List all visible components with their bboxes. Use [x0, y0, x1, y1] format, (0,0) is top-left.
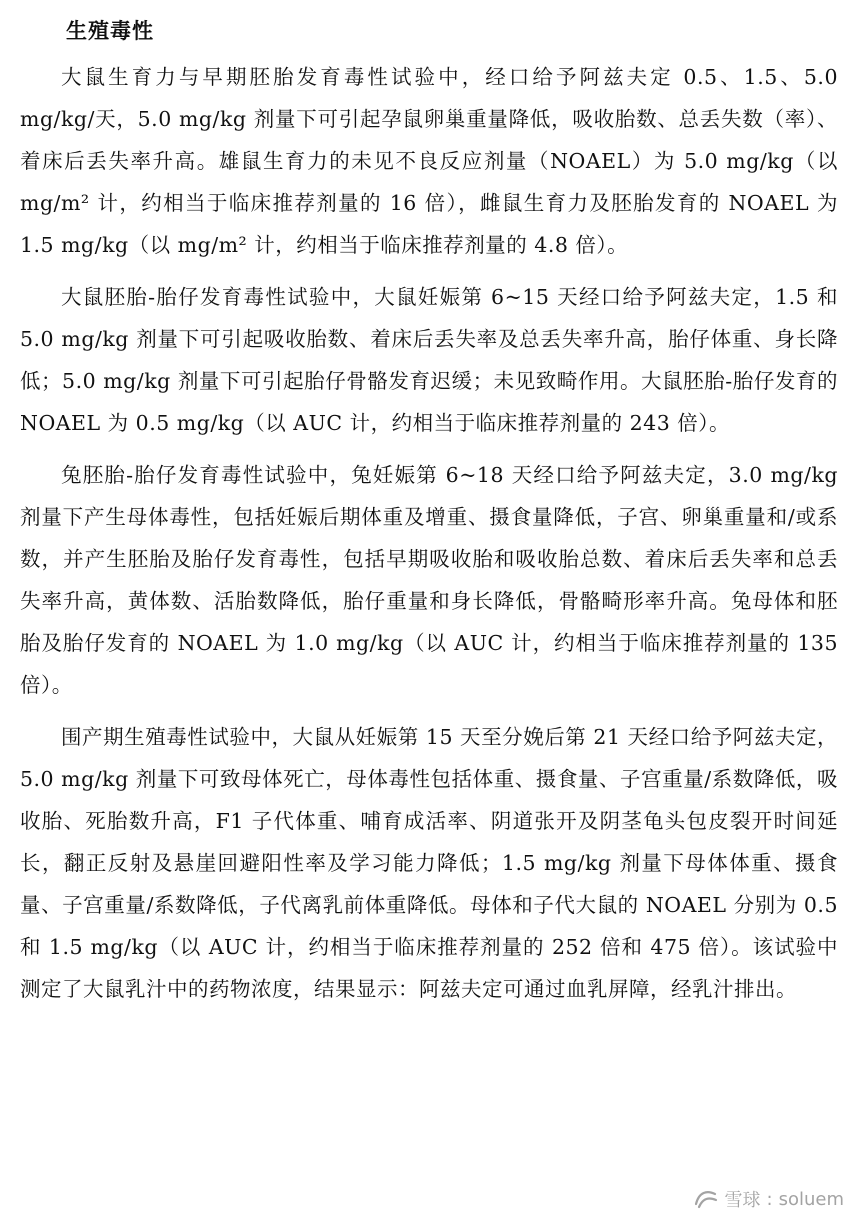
section-heading: 生殖毒性	[66, 19, 154, 43]
paragraph-rabbit-embryo-fetal: 兔胚胎-胎仔发育毒性试验中，兔妊娠第 6~18 天经口给予阿兹夫定，3.0 mg/kg 剂量下产生母体毒性，包括妊娠后期体重及增重、摄食量降低，子宫、卵巢重量和/或系数，并产生胚胎及胎仔发育毒性，包括早期吸收胎和吸收胎总数、着床后丢失率和总丢失率升高，黄体数、活胎数降低，胎仔重量和身长降低，骨骼畸形率升高。兔母体和胚胎及胎仔发育的 NOAEL 为 1.0 mg/kg（以 AUC 计，约相当于临床推荐剂量的 135 倍）。	[20, 463, 838, 697]
paragraph-perinatal: 围产期生殖毒性试验中，大鼠从妊娠第 15 天至分娩后第 21 天经口给予阿兹夫定，5.0 mg/kg 剂量下可致母体死亡，母体毒性包括体重、摄食量、子宫重量/系数降低，吸收胎、死胎数升高，F1 子代体重、哺育成活率、阴道张开及阴茎龟头包皮裂开时间延长，翻正反射及悬崖回避阳性率及学习能力降低；1.5 mg/kg 剂量下母体体重、摄食量、子宫重量/系数降低，子代离乳前体重降低。母体和子代大鼠的 NOAEL 分别为 0.5 和 1.5 mg/kg（以 AUC 计，约相当于临床推荐剂量的 252 倍和 475 倍）。该试验中测定了大鼠乳汁中的药物浓度，结果显示：阿兹夫定可通过血乳屏障，经乳汁排出。	[20, 725, 838, 1001]
watermark-brand: 雪球	[724, 1190, 761, 1211]
paragraph-fertility: 大鼠生育力与早期胚胎发育毒性试验中，经口给予阿兹夫定 0.5、1.5、5.0 mg/kg/天，5.0 mg/kg 剂量下可引起孕鼠卵巢重量降低，吸收胎数、总丢失数（率）、着床后丢失率升高。雄鼠生育力的未见不良反应剂量（NOAEL）为 5.0 mg/kg（以 mg/m² 计，约相当于临床推荐剂量的 16 倍），雌鼠生育力及胚胎发育的 NOAEL 为 1.5 mg/kg（以 mg/m² 计，约相当于临床推荐剂量的 4.8 倍）。	[20, 65, 838, 257]
watermark	[693, 1186, 845, 1212]
watermark-user: soluem	[778, 1188, 844, 1210]
paragraph-rat-embryo-fetal: 大鼠胚胎-胎仔发育毒性试验中，大鼠妊娠第 6~15 天经口给予阿兹夫定，1.5 和 5.0 mg/kg 剂量下可引起吸收胎数、着床后丢失率及总丢失率升高，胎仔体重、身长降低；5.0 mg/kg 剂量下可引起胎仔骨骼发育迟缓；未见致畸作用。大鼠胚胎-胎仔发育的 NOAEL 为 0.5 mg/kg（以 AUC 计，约相当于临床推荐剂量的 243 倍）。	[20, 285, 838, 435]
watermark-separator: :	[766, 1188, 773, 1210]
snowball-logo-icon	[693, 1188, 719, 1210]
